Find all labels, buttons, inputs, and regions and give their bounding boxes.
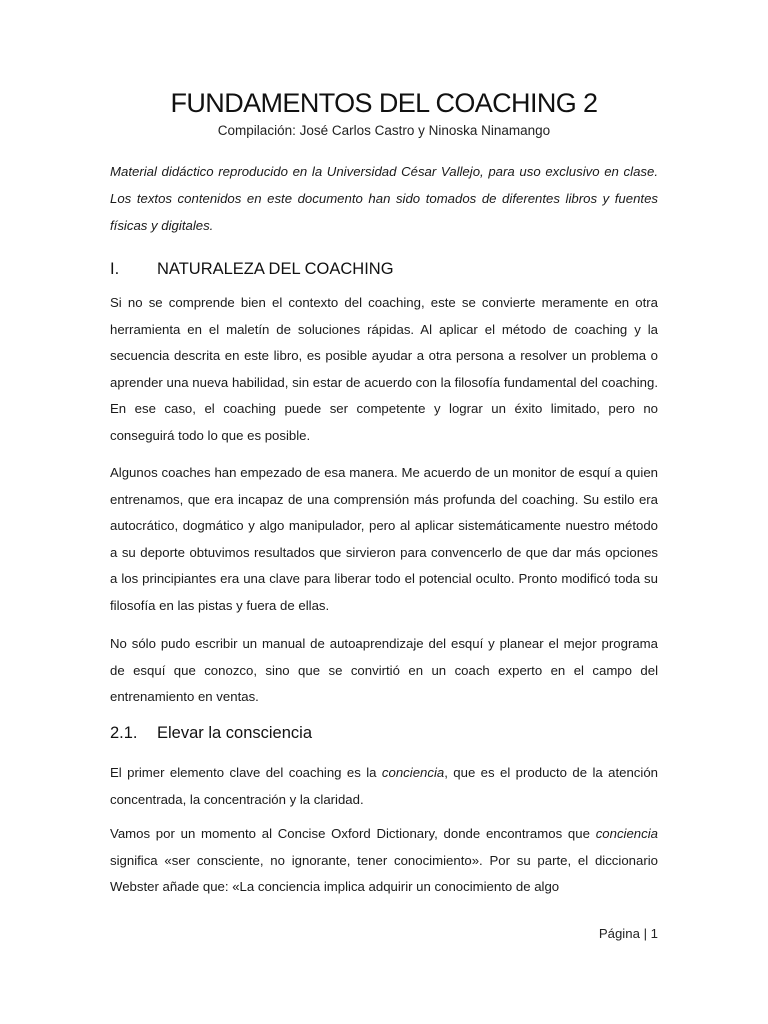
- text-run: Vamos por un momento al Concise Oxford Dictionary, donde encontramos que: [110, 826, 596, 841]
- body-paragraph: No sólo pudo escribir un manual de autoaprendizaje del esquí y planear el mejor programa de esquí que conozco, sino que se convirtió en un coach experto en el campo del entrenamiento en ventas.: [110, 636, 658, 704]
- body-paragraph: [110, 821, 658, 901]
- subsection-number: 2.1.: [110, 724, 138, 742]
- intro-paragraph: Material didáctico reproducido en la Universidad César Vallejo, para uso exclusivo en clase. Los textos contenidos en este documento han sido tomados de diferentes libros y fuentes físicas y digitales.: [110, 164, 658, 233]
- section-number: I.: [110, 260, 120, 278]
- subsection-heading-consciencia: [110, 724, 658, 743]
- emphasis-text: conciencia: [595, 826, 658, 841]
- section-heading-naturaleza: [110, 260, 658, 279]
- text-run: significa «ser consciente, no ignorante, tener conocimiento». Por su parte, el diccionario Webster añade que: «La conciencia implica adquirir un conocimiento de algo: [110, 852, 658, 894]
- text-run: , que es el producto de la atención concentrada, la concentración y la claridad.: [110, 765, 658, 807]
- emphasis-text: conciencia: [381, 765, 445, 780]
- body-paragraph: [110, 760, 658, 813]
- page-number-footer: Página | 1: [598, 926, 658, 941]
- body-paragraph: Si no se comprende bien el contexto del coaching, este se convierte meramente en otra herramienta en el maletín de soluciones rápidas. Al aplicar el método de coaching y la secuencia descrita en este libro, es posible ayudar a otra persona a resolver un problema o aprender una nueva habilidad, sin estar de acuerdo con la filosofía fundamental del coaching. En ese caso, el coaching puede ser competente y lograr un éxito limitado, pero no conseguirá todo lo que es posible.: [110, 295, 658, 443]
- document-subtitle: Compilación: José Carlos Castro y Ninoska Ninamango: [217, 123, 551, 138]
- subsection-heading-text: Elevar la consciencia: [157, 724, 312, 742]
- section-heading-text: NATURALEZA DEL COACHING: [157, 260, 394, 278]
- text-run: El primer elemento clave del coaching es la: [110, 765, 382, 780]
- document-title: FUNDAMENTOS DEL COACHING 2: [170, 88, 598, 118]
- body-paragraph: Algunos coaches han empezado de esa manera. Me acuerdo de un monitor de esquí a quien entrenamos, que era incapaz de una comprensión más profunda del coaching. Su estilo era autocrático, dogmático y algo manipulador, pero al aplicar sistemáticamente nuestro método a su deporte obtuvimos resultados que sirvieron para convencerlo de que dar más opciones a los principiantes era una clave para liberar todo el potencial oculto. Pronto modificó toda su filosofía en las pistas y fuera de ellas.: [110, 465, 658, 613]
